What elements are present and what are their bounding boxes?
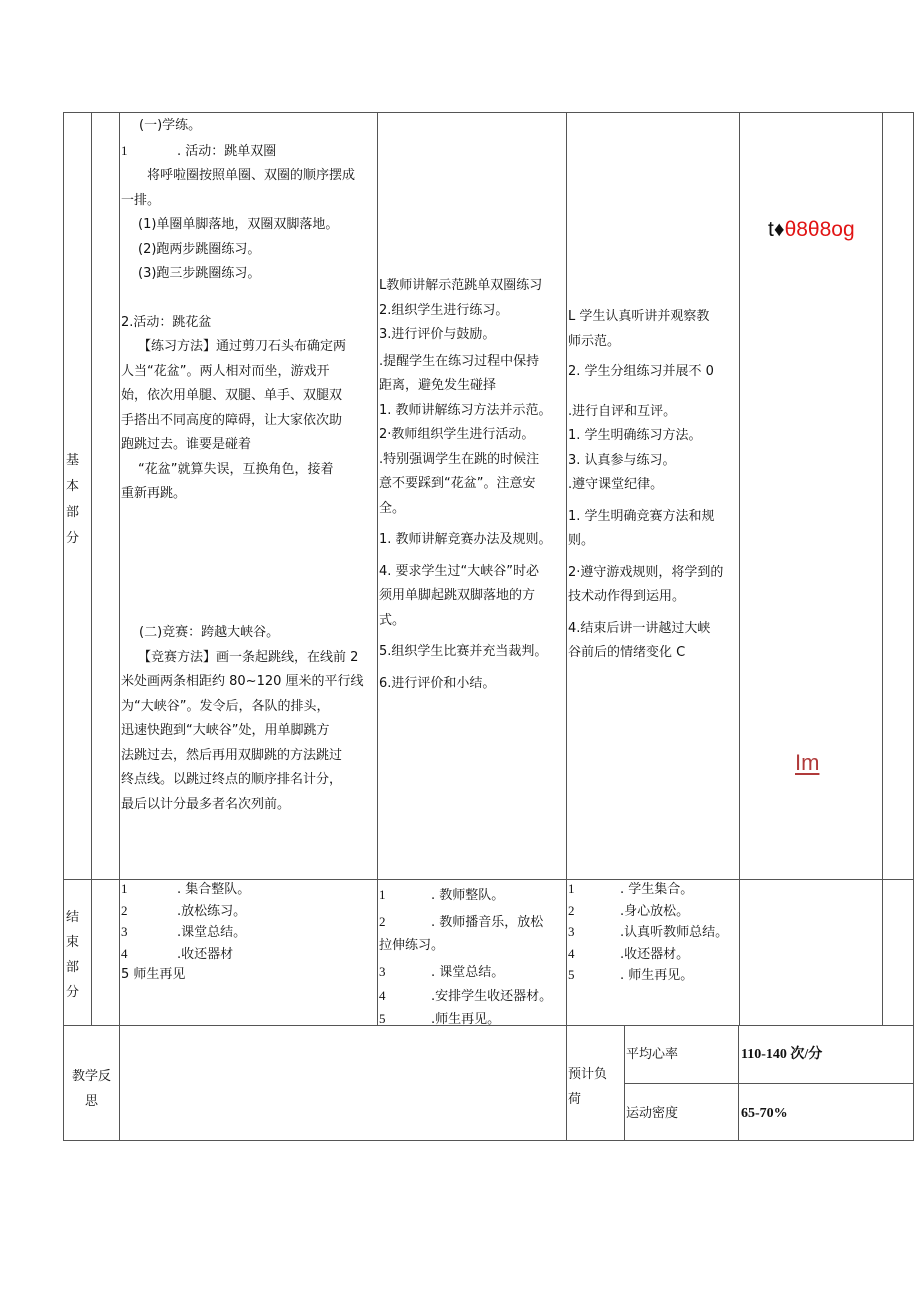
teacher-item: .提醒学生在练习过程中保持 bbox=[379, 353, 540, 369]
end-student-item: .收还器材。 bbox=[620, 946, 690, 962]
teacher-item: 须用单脚起跳双脚落地的方 bbox=[379, 588, 536, 603]
student-item: .进行自评和互评。 bbox=[568, 403, 677, 419]
activity1-step: (3)跑三步跳圈练习。 bbox=[138, 266, 261, 281]
end-num: 1 bbox=[121, 881, 128, 896]
student-item: 技术动作得到运用。 bbox=[568, 589, 686, 604]
part2-desc: 迅速快跑到“大峡谷”处，用单脚跳方 bbox=[121, 723, 330, 738]
end-student-item: .认真听教师总结。 bbox=[620, 925, 729, 940]
load-label bbox=[568, 1062, 624, 1112]
student-item: 1. 学生明确竞赛方法和规 bbox=[568, 508, 715, 524]
label-char: 部 bbox=[66, 505, 80, 520]
heart-rate-label: 平均心率 bbox=[626, 1047, 679, 1062]
student-item: 1. 学生明确练习方法。 bbox=[568, 428, 702, 443]
teacher-item: 1. 教师讲解练习方法并示范。 bbox=[379, 402, 552, 418]
part2-desc: 米处画两条相距约 80~120 厘米的平行线 bbox=[121, 674, 364, 689]
end-teacher-item: .安排学生收还器材。 bbox=[431, 989, 553, 1004]
teacher-item: 距离，避免发生碰择 bbox=[379, 378, 497, 393]
table-border-left bbox=[63, 112, 64, 1140]
teacher-item: 6.进行评价和小结。 bbox=[379, 675, 496, 691]
main-content bbox=[121, 114, 375, 507]
teacher-item: 全。 bbox=[379, 500, 406, 516]
end-num: 2 bbox=[121, 902, 128, 918]
activity2-desc: 【练习方法】通过剪刀石头布确定两 bbox=[138, 339, 347, 354]
table-border-bottom bbox=[63, 1140, 914, 1141]
end-teacher-item: . 课堂总结。 bbox=[431, 964, 505, 980]
activity1-desc: 将呼啦圈按照单圈、双圈的顺序摆成 bbox=[147, 168, 356, 183]
student-item: 师示范。 bbox=[568, 333, 621, 349]
activity1-desc-cont: 一排。 bbox=[121, 192, 161, 208]
teacher-item: 5.组织学生比赛并充当裁判。 bbox=[379, 644, 548, 659]
label-char: 部 bbox=[66, 960, 80, 975]
reflection-content-area[interactable] bbox=[120, 1026, 565, 1139]
table-border-top bbox=[63, 112, 914, 113]
end-num: 4 bbox=[568, 945, 575, 961]
activity1-title: . 活动：跳单双圈 bbox=[177, 143, 277, 159]
end-num: 5 bbox=[568, 967, 575, 982]
teacher-item: 4. 要求学生过“大峡谷”时必 bbox=[379, 563, 540, 579]
teacher-item: .特别强调学生在跳的时候注 bbox=[379, 451, 540, 467]
activity2-desc: “花盆”就算失误，互换角色，接着 bbox=[138, 461, 334, 477]
end-section-label bbox=[66, 905, 86, 1005]
activity1-num: 1 bbox=[121, 142, 128, 158]
load-label-l1: 预计负 bbox=[568, 1067, 608, 1082]
reflection-label-l1: 教学反 bbox=[71, 1069, 111, 1084]
activity2-desc: 跑跳过去。谁要是碰着 bbox=[121, 437, 252, 452]
part2-desc: 为“大峡谷”。发令后，各队的排头， bbox=[121, 698, 330, 714]
formation-figure-im bbox=[795, 748, 819, 782]
end-teacher-item: .师生再见。 bbox=[431, 1011, 501, 1027]
end-num: 4 bbox=[379, 988, 386, 1003]
col-divider-6 bbox=[882, 112, 883, 1025]
heart-rate-value: 110-140 次/分 bbox=[741, 1047, 823, 1062]
activity2-title: 2.活动：跳花盆 bbox=[121, 314, 212, 330]
part1-title: (一)学练。 bbox=[139, 118, 202, 133]
end-num: 5 bbox=[379, 1010, 386, 1026]
load-label-l2: 荷 bbox=[568, 1092, 582, 1107]
figure-text-red: θ8θ8og bbox=[784, 218, 855, 241]
end-student-item: . 师生再见。 bbox=[620, 968, 694, 983]
end-num: 4 bbox=[121, 945, 128, 961]
activity2-desc: 手搭出不同高度的障碍，让大家依次助 bbox=[121, 412, 343, 428]
student-item: 3. 认真参与练习。 bbox=[568, 452, 676, 468]
col-divider-3 bbox=[377, 112, 378, 1025]
end-student-item: .身心放松。 bbox=[620, 903, 690, 919]
end-num: 3 bbox=[379, 963, 386, 979]
label-char: 结 bbox=[66, 910, 80, 925]
formation-figure-text bbox=[768, 215, 855, 248]
end-item: 5 师生再见 bbox=[121, 967, 186, 982]
teacher-item: 1. 教师讲解竞赛办法及规则。 bbox=[379, 532, 552, 547]
end-item: .课堂总结。 bbox=[177, 925, 247, 940]
end-student-item: . 学生集合。 bbox=[620, 882, 694, 897]
label-char: 本 bbox=[66, 479, 80, 494]
student-item: 4.结束后讲一讲越过大峡 bbox=[568, 620, 711, 636]
end-num: 3 bbox=[568, 924, 575, 939]
label-char: 束 bbox=[66, 935, 80, 950]
part2-content bbox=[121, 621, 375, 817]
teacher-item: 意不要踩到“花盆”。注意安 bbox=[379, 476, 536, 491]
part2-desc: 终点线。以跳过终点的顺序排名计分， bbox=[121, 772, 343, 787]
end-num: 2 bbox=[568, 902, 575, 918]
part2-desc: 法跳过去，然后再用双脚跳的方法跳过 bbox=[121, 747, 343, 763]
end-teacher-item: . 教师整队。 bbox=[431, 888, 505, 903]
table-border-right bbox=[913, 112, 914, 1140]
student-item: L 学生认真听讲并观察教 bbox=[568, 309, 710, 324]
part2-title: (二)竞赛：跨越大峡谷。 bbox=[139, 625, 280, 640]
student-item: 2. 学生分组练习并展不 0 bbox=[568, 364, 714, 379]
student-activities bbox=[568, 305, 738, 666]
col-divider-4 bbox=[566, 112, 567, 1140]
end-teacher-item: . 教师播音乐，放松 bbox=[431, 914, 544, 930]
teacher-item: 式。 bbox=[379, 612, 406, 628]
teacher-item: 2·教师组织学生进行活动。 bbox=[379, 427, 535, 442]
col-divider-value bbox=[738, 1025, 739, 1140]
student-item: 2·遵守游戏规则，将学到的 bbox=[568, 564, 724, 580]
label-char: 基 bbox=[66, 453, 80, 468]
reflection-label bbox=[64, 1064, 119, 1114]
main-section-label bbox=[66, 448, 86, 552]
student-item: .遵守课堂纪律。 bbox=[568, 477, 664, 492]
teacher-item: 2.组织学生进行练习。 bbox=[379, 302, 509, 318]
teacher-item: L教师讲解示范跳单双圈练习 bbox=[379, 278, 543, 293]
activity1-step: (1)单圈单脚落地，双圈双脚落地。 bbox=[138, 217, 339, 232]
activity2-desc: 人当“花盆”。两人相对而坐，游戏开 bbox=[121, 363, 330, 379]
col-divider-1 bbox=[91, 112, 92, 1025]
end-item: .收还器材 bbox=[177, 946, 234, 962]
figure-text-im: Im bbox=[795, 750, 820, 775]
student-item: 则。 bbox=[568, 533, 595, 548]
end-teacher bbox=[379, 883, 565, 1030]
end-item: . 集合整队。 bbox=[177, 882, 251, 897]
row-divider-load bbox=[624, 1083, 914, 1084]
teacher-item: 3.进行评价与鼓励。 bbox=[379, 327, 496, 342]
student-item: 谷前后的情绪变化 C bbox=[568, 645, 686, 660]
end-num: 2 bbox=[379, 913, 386, 929]
reflection-label-l2: 思 bbox=[84, 1094, 98, 1109]
activity1-step: (2)跑两步跳圈练习。 bbox=[138, 241, 261, 257]
end-num: 3 bbox=[121, 924, 128, 939]
end-item: .放松练习。 bbox=[177, 903, 247, 919]
activity2-desc: 重新再跳。 bbox=[121, 486, 187, 501]
col-divider-load bbox=[624, 1025, 625, 1140]
teacher-activities bbox=[379, 274, 565, 696]
part2-desc: 【竞赛方法】画一条起跳线，在线前 2 bbox=[138, 649, 359, 665]
end-num: 1 bbox=[568, 881, 575, 896]
label-char: 分 bbox=[66, 985, 80, 1000]
part2-desc: 最后以计分最多者名次列前。 bbox=[121, 796, 291, 812]
col-divider-5 bbox=[739, 112, 740, 1025]
end-num: 1 bbox=[379, 887, 386, 902]
end-student bbox=[568, 879, 738, 987]
density-value: 65-70% bbox=[741, 1106, 788, 1121]
end-content bbox=[121, 879, 375, 986]
col-divider-2 bbox=[119, 112, 120, 1140]
activity2-desc: 始，依次用单腿、双腿、单手、双腿双 bbox=[121, 388, 343, 403]
figure-text-black: t♦ bbox=[768, 218, 785, 241]
density-label: 运动密度 bbox=[626, 1106, 679, 1121]
label-char: 分 bbox=[66, 531, 80, 546]
end-teacher-item: 拉伸练习。 bbox=[379, 938, 445, 953]
